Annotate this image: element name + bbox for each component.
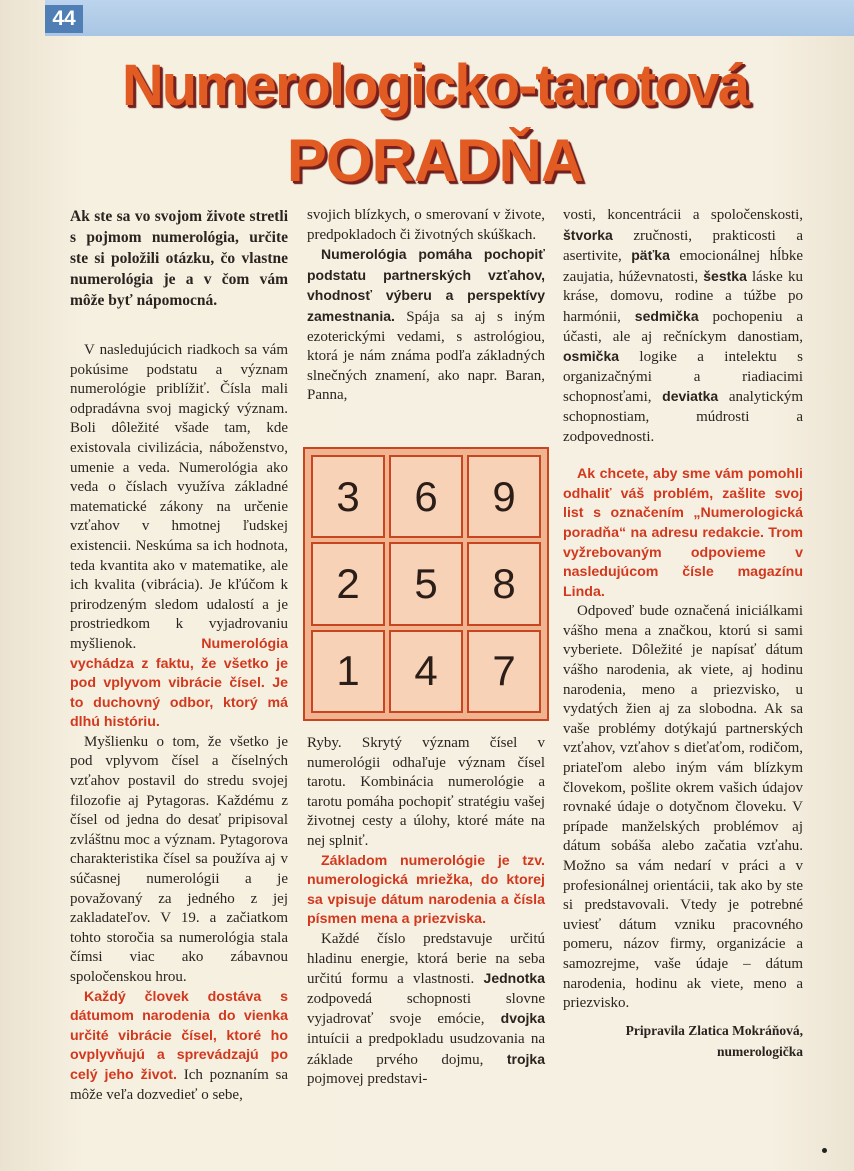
paragraph bbox=[307, 245, 545, 406]
body-text: Ich poznaním sa môže veľa dozvedieť o sebe, bbox=[70, 1066, 289, 1103]
highlight-paragraph: Základom numerológie je tzv. numerologická mriežka, do ktorej sa vpisuje dátum narodenia a čísla písmen mena a priezviska. bbox=[307, 852, 545, 928]
column-2 bbox=[307, 206, 545, 406]
keyword: päťka bbox=[631, 247, 670, 264]
grid-cell: 2 bbox=[311, 542, 385, 625]
body-text: láske ku kráse, domovu, rodine a túžbe po harmónii, bbox=[563, 268, 803, 325]
paragraph bbox=[563, 206, 803, 447]
body-text: logike a intelektu s organizačnými a riadiacimi schopnosťami, bbox=[563, 349, 803, 406]
keyword: štvorka bbox=[563, 226, 613, 243]
column-2-lower bbox=[307, 734, 545, 1090]
header-band bbox=[45, 0, 854, 36]
end-mark bbox=[822, 1148, 827, 1153]
keyword: sedmička bbox=[634, 307, 699, 324]
page-number: 44 bbox=[45, 5, 83, 33]
grid-cell: 4 bbox=[389, 630, 463, 713]
body-text: pojmovej predstavi- bbox=[307, 1071, 428, 1088]
paragraph bbox=[70, 988, 288, 1106]
keyword: šestka bbox=[703, 267, 747, 284]
paragraph bbox=[70, 341, 288, 733]
body-text: Každé číslo predstavuje určitú hladinu energie, ktorá berie na seba určitú formu a vlastnosti. bbox=[307, 930, 545, 988]
grid-cell: 6 bbox=[389, 455, 463, 538]
body-text: intuícii a predpokladu usudzovania na základe prvého dojmu, bbox=[307, 1030, 545, 1068]
paragraph: Myšlienku o tom, že všetko je pod vplyvom čísel a číselných vzťahov postavil do stredu svojej filozofie aj Pytagoras. Každému z čísel od jedna do desať pripisoval zvláštnu moc a význam. Pytagorova charakteristika čísel sa používa aj v súčasnej numerológii a je považovaný za jedného z jej zakladateľov. V 19. a začiatkom tohto storočia sa numerológia stala čímsi viac ako zábavnou spoločenskou hrou. bbox=[70, 733, 288, 985]
body-text: emocionálnej hĺbke zaujatia, húževnatosti, bbox=[563, 248, 803, 285]
highlight-text: Numerológia vychádza z faktu, že všetko je pod vplyvom vibrácie čísel. Je to duchovný odbor, ktorý má dlhú históriu. bbox=[70, 635, 288, 731]
paragraph bbox=[307, 930, 545, 1090]
grid-cell: 5 bbox=[389, 542, 463, 625]
keyword: trojka bbox=[506, 1050, 545, 1067]
author-signature bbox=[563, 1020, 803, 1062]
body-text: pochopeniu a účasti, ale aj rečníckym danostiam, bbox=[563, 308, 803, 345]
grid-cell: 3 bbox=[311, 455, 385, 538]
keyword: dvojka bbox=[500, 1010, 546, 1027]
lead-paragraph: Ak ste sa vo svojom živote stretli s pojmom numerológia, určite ste si položili otázku, čo vlastne numerológia je a v čom vám môže byť nápomocná. bbox=[70, 208, 288, 309]
bold-text: Numerológia pomáha pochopiť podstatu partnerských vzťahov, vhodnosť výberu a perspektívy zamestnania. bbox=[307, 246, 545, 324]
keyword: deviatka bbox=[662, 388, 719, 405]
column-1 bbox=[70, 206, 288, 1105]
column-3 bbox=[563, 206, 803, 1062]
paragraph: Ryby. Skrytý význam čísel v numerológii odhaľuje význam čísel tarotu. Kombinácia numerológie a tarotu pomáha pochopiť stratégiu vašej životnej cesty a úlohy, ktoré máte na nej splniť. bbox=[307, 735, 545, 849]
body-text: V nasledujúcich riadkoch sa vám pokúsime podstatu a význam numerológie priblížiť. Čísla mali odpradávna svoj magický význam. Boli dôležité všade tam, kde existovala civilizácia, náboženstvo, umenie a veda. Numerológia ako veda o číslach využíva základné matematické zákony na určenie vzťahov v hmotnej ľudskej existencii. Neskúma sa ich hodnota, teda kvantita ako v matematike, ale ich kvalita (vibrácia). Je kľúčom k prirodzeným sledom udalostí a je prostriedkom k vyjadrovaniu myšlienok. bbox=[70, 342, 288, 652]
numerology-grid bbox=[303, 447, 549, 721]
grid-cell: 9 bbox=[467, 455, 541, 538]
keyword: osmička bbox=[563, 348, 620, 365]
author-name: Pripravila Zlatica Mokráňová, bbox=[625, 1022, 803, 1038]
body-text: vosti, koncentrácii a spoločenskosti, bbox=[563, 207, 803, 223]
paragraph: Odpoveď bude označená iniciálkami vášho mena a značkou, ktorú si sami vyberiete. Dôležité je napísať dátum vášho narodenia, ak viete, aj hodinu narodenia, meno a priezvisko, u vydatých žien aj za slobodna. Ak sa vaše problémy dotýkajú partnerských vzťahov, vzťahov s dieťaťom, rodičom, priateľom alebo iným vám blízkym človekom, pošlite okrem vašich údajov rovnaké údaje o dotyčnom človeku. V prípade manželských problémov aj dátum sobáša alebo začatia vzťahu. Možno sa vám nedarí v práci a v profesionálnej orientácii, tak ako by ste si predstavovali. Vtedy je potrebné uviesť dátum vzniku pracovného pomeru, názov firmy, organizácie a samozrejme, vaše údaje – dátum narodenia, hodinu ak viete, meno a priezvisko. bbox=[563, 603, 803, 1012]
body-text: Spája sa aj s iným ezoterickými vedami, s astrológiou, ktorá je nám známa podľa základných slnečných znamení, ako napr. Baran, Panna, bbox=[307, 308, 546, 404]
author-role: numerologička bbox=[716, 1043, 803, 1059]
paragraph: svojich blízkych, o smerovaní v živote, predpokladoch či životných skúškach. bbox=[307, 207, 545, 243]
grid-cell: 1 bbox=[311, 630, 385, 713]
body-text: zodpovedá schopnosti slovne vyjadrovať svoje emócie, bbox=[307, 990, 545, 1028]
grid-cell: 7 bbox=[467, 630, 541, 713]
article-title: Numerologicko-tarotová bbox=[121, 53, 749, 118]
keyword: Jednotka bbox=[483, 970, 546, 987]
body-text: zručnosti, prakticosti a asertivite, bbox=[563, 227, 804, 265]
highlight-paragraph: Ak chcete, aby sme vám pomohli odhaliť váš problém, zašlite svoj list s označením „Numerologická poradňa“ na adresu redakcie. Trom vyžrebovaným odpovieme v nasledujúcom čísle magazínu Linda. bbox=[563, 466, 803, 600]
article-title-line2: PORADŇA bbox=[286, 127, 584, 194]
grid-cell: 8 bbox=[467, 542, 541, 625]
highlight-text: Každý človek dostáva s dátumom narodenia do vienka určité vibrácie čísel, ktoré ho ovplyvňujú a sprevádzajú po celý jeho život. bbox=[70, 988, 288, 1083]
body-text: analytickým schopnostiam, múdrosti a zodpovednosti. bbox=[563, 389, 803, 445]
